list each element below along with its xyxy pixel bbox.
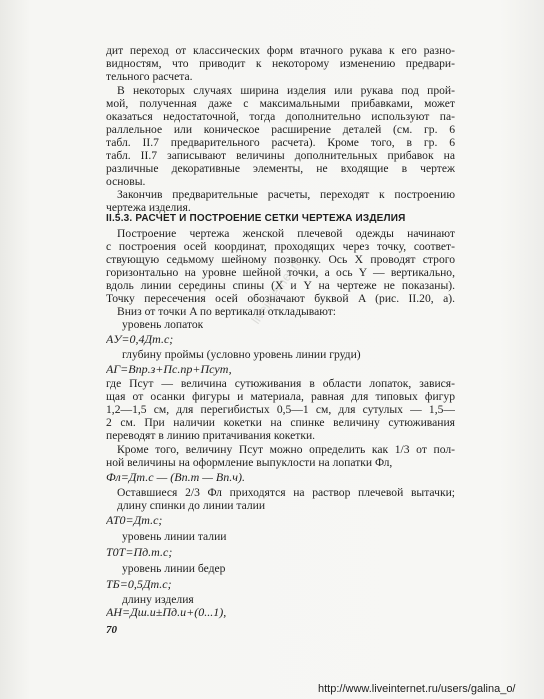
text-line: 1,2—1,5 см, для перегибистых 0,5—1 см, для сутулых — 1,5—	[106, 403, 455, 416]
text-line: уровень лопаток	[122, 318, 204, 331]
page-number: 70	[106, 624, 117, 636]
text-line: вдоль линии середины спины (X и Y на чертеже не показаны).	[106, 279, 455, 292]
text-line: видностям, что приводит к некоторому изменению предвари-	[106, 57, 455, 70]
text-line: табл. II.7 предварительного расчета). Кроме того, в гр. 6	[106, 136, 455, 149]
formula: AT0=Дт.с;	[106, 514, 163, 527]
text-line: табл. II.7 записывают величины дополнительных прибавок на	[106, 149, 455, 162]
text-line: 2 см. При наличии кокетки на спинке величину сутюживания	[106, 416, 455, 429]
text-line: мой, полученная даже с максимальными прибавками, может	[106, 97, 455, 110]
formula: AГ=Впр.з+Пс.пр+Псут,	[106, 363, 232, 376]
text-line: оказаться недостаточной, тогда дополнительно используют па-	[106, 110, 455, 123]
text-line: Точку пересечения осей обозначают буквой A (рис. II.20, a).	[106, 292, 455, 305]
text-line: Оставшиеся 2/3 Фл приходятся на раствор плечевой вытачки;	[117, 486, 455, 499]
text-line: основы.	[106, 175, 146, 188]
text-line: Построение чертежа женской плечевой одежды начинают	[117, 227, 455, 240]
text-line: ствующую седьмому шейному позвонку. Ось X проводят строго	[106, 253, 455, 266]
formula: AУ=0,4Дт.с;	[106, 333, 174, 346]
text-line: где Псут — величина сутюживания в области лопаток, завися-	[106, 377, 455, 390]
text-line: ной величины на оформление выпуклости на лопатки Фл,	[106, 456, 393, 469]
text-line: длину спинки до линии талии	[117, 499, 266, 512]
text-line: Вниз от точки A по вертикали откладывают:	[117, 305, 337, 318]
formula: T0T=Пд.т.с;	[106, 546, 173, 559]
text-line: глубину проймы (условно уровень линии груди)	[122, 348, 361, 361]
formula: AH=Дш.и±Пд.и+(0...1),	[106, 606, 227, 619]
text-line: длину изделия	[122, 593, 194, 606]
formula: TБ=0,5Дт.с;	[106, 578, 172, 591]
text-line: раллельное или коническое расширение деталей (см. гр. 6	[106, 123, 455, 136]
section-heading: II.5.3. РАСЧЕТ И ПОСТРОЕНИЕ СЕТКИ ЧЕРТЕЖА ИЗДЕЛИЯ	[106, 213, 406, 224]
text-line: горизонтально на уровне шейной точки, а ось Y — вертикально,	[106, 266, 455, 279]
text-line: В некоторых случаях ширина изделия или рукава под прой-	[117, 84, 455, 97]
text-line: Закончив предварительные расчеты, переходят к построению	[117, 188, 455, 201]
text-line: чертежа изделия.	[106, 201, 191, 214]
text-line: с построения осей координат, проходящих через точку, соответ-	[106, 240, 455, 253]
formula: Фл=Дт.с — (Вп.т — Вп.ч).	[106, 471, 245, 484]
watermark: liveinternet.ru	[248, 254, 306, 327]
text-line: уровень линии бедер	[122, 562, 226, 575]
text-line: переводят в линию притачивания кокетки.	[106, 429, 316, 442]
footer-url: http://www.liveinternet.ru/users/galina_o/	[318, 683, 516, 695]
text-line: щая от осанки фигуры и материала, равная для типовых фигур	[106, 390, 455, 403]
text-line: уровень линии талии	[122, 530, 227, 543]
text-line: тельного расчета.	[106, 70, 193, 83]
text-line: различные декоративные элементы, не входящие в чертеж	[106, 162, 455, 175]
text-line: дит переход от классических форм втачного рукава к его разно-	[106, 44, 455, 57]
text-line: Кроме того, величину Псут можно определить как 1/3 от пол-	[117, 443, 455, 456]
